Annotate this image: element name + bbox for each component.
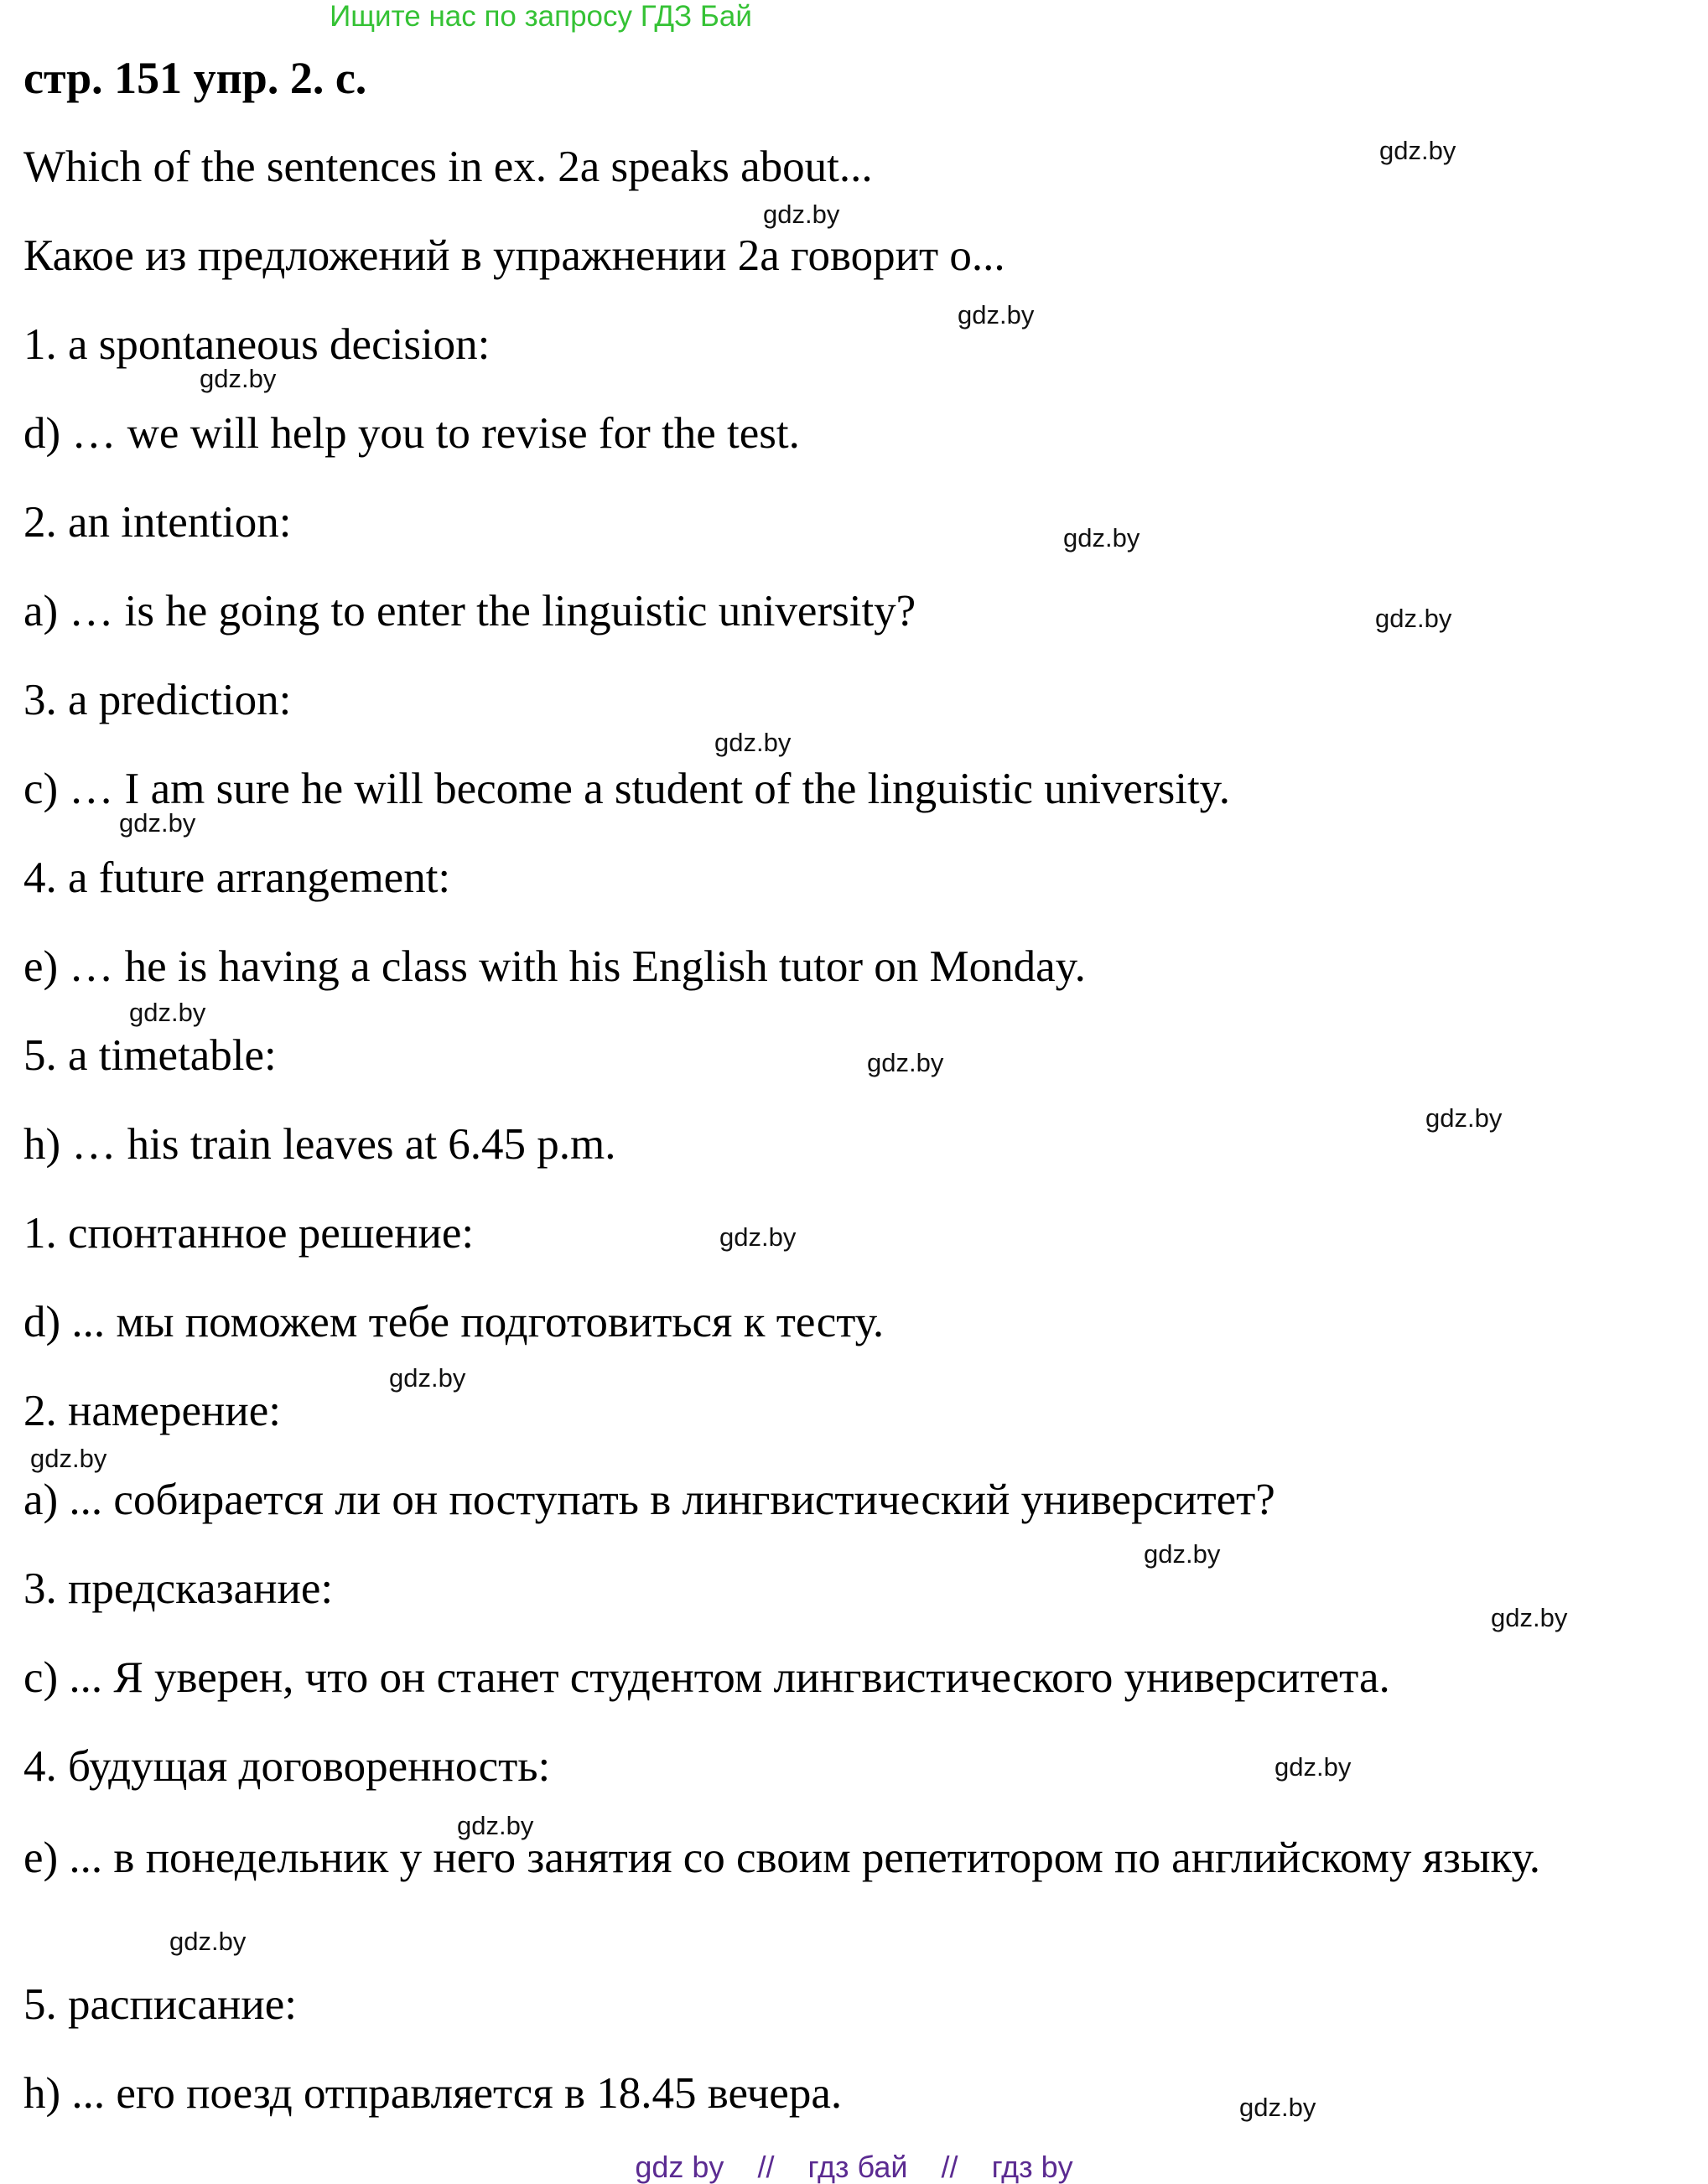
- watermark: gdz.by: [714, 728, 792, 757]
- watermark: gdz.by: [763, 200, 840, 229]
- watermark: gdz.by: [958, 300, 1035, 329]
- footer-separator: //: [941, 2150, 958, 2184]
- watermark: gdz.by: [169, 1927, 247, 1956]
- search-banner: Ищите нас по запросу ГДЗ Бай: [330, 0, 752, 33]
- watermark: gdz.by: [129, 998, 206, 1027]
- watermark: gdz.by: [1239, 2093, 1316, 2122]
- item-1-heading-en: 1. a spontaneous decision:: [23, 320, 491, 369]
- item-2-answer-en: a) … is he going to enter the linguistic university?: [23, 587, 916, 635]
- footer-link-gdz-by-ru[interactable]: гдз by: [991, 2150, 1073, 2184]
- watermark: gdz.by: [1491, 1603, 1568, 1632]
- watermark: gdz.by: [1375, 604, 1452, 633]
- item-1-answer-ru: d) ... мы поможем тебе подготовиться к тесту.: [23, 1298, 885, 1346]
- item-5-heading-en: 5. a timetable:: [23, 1031, 277, 1080]
- item-2-heading-en: 2. an intention:: [23, 498, 292, 547]
- watermark: gdz.by: [1425, 1103, 1503, 1133]
- item-3-heading-ru: 3. предсказание:: [23, 1564, 334, 1613]
- item-2-answer-ru: a) ... собирается ли он поступать в лингвистический университет?: [23, 1476, 1275, 1524]
- watermark: gdz.by: [1379, 136, 1456, 165]
- watermark: gdz.by: [457, 1811, 534, 1840]
- question-ru: Какое из предложений в упражнении 2a говорит о...: [23, 231, 1005, 280]
- question-en: Which of the sentences in ex. 2a speaks about...: [23, 143, 873, 191]
- watermark: gdz.by: [1275, 1752, 1352, 1782]
- watermark: gdz.by: [389, 1363, 466, 1393]
- footer-link-gdz-bai[interactable]: гдз бай: [807, 2150, 908, 2184]
- footer-separator: //: [757, 2150, 775, 2184]
- item-2-heading-ru: 2. намерение:: [23, 1387, 281, 1435]
- watermark: gdz.by: [719, 1222, 797, 1252]
- watermark: gdz.by: [1063, 523, 1140, 552]
- item-4-heading-ru: 4. будущая договоренность:: [23, 1742, 551, 1791]
- item-3-answer-ru: c) ... Я уверен, что он станет студентом лингвистического университета.: [23, 1653, 1390, 1702]
- watermark: gdz.by: [867, 1048, 944, 1077]
- item-3-answer-en: c) … I am sure he will become a student of the linguistic university.: [23, 765, 1230, 813]
- watermark: gdz.by: [30, 1444, 107, 1473]
- item-5-answer-en: h) … his train leaves at 6.45 p.m.: [23, 1120, 616, 1169]
- item-4-answer-ru: e) ... в понедельник у него занятия со своим репетитором по английскому языку.: [23, 1834, 1540, 1882]
- watermark: gdz.by: [1144, 1539, 1221, 1569]
- page-title: стр. 151 упр. 2. с.: [23, 53, 367, 103]
- item-1-heading-ru: 1. спонтанное решение:: [23, 1209, 475, 1258]
- footer-link-gdz-by[interactable]: gdz by: [635, 2150, 724, 2184]
- item-4-heading-en: 4. a future arrangement:: [23, 853, 451, 902]
- item-1-answer-en: d) … we will help you to revise for the test.: [23, 409, 800, 458]
- watermark: gdz.by: [200, 364, 277, 393]
- watermark: gdz.by: [119, 808, 196, 838]
- footer: [0, 2150, 1708, 2184]
- item-5-answer-ru: h) ... его поезд отправляется в 18.45 вечера.: [23, 2069, 843, 2118]
- item-3-heading-en: 3. a prediction:: [23, 676, 292, 724]
- item-5-heading-ru: 5. расписание:: [23, 1980, 297, 2029]
- item-4-answer-en: e) … he is having a class with his English tutor on Monday.: [23, 942, 1086, 991]
